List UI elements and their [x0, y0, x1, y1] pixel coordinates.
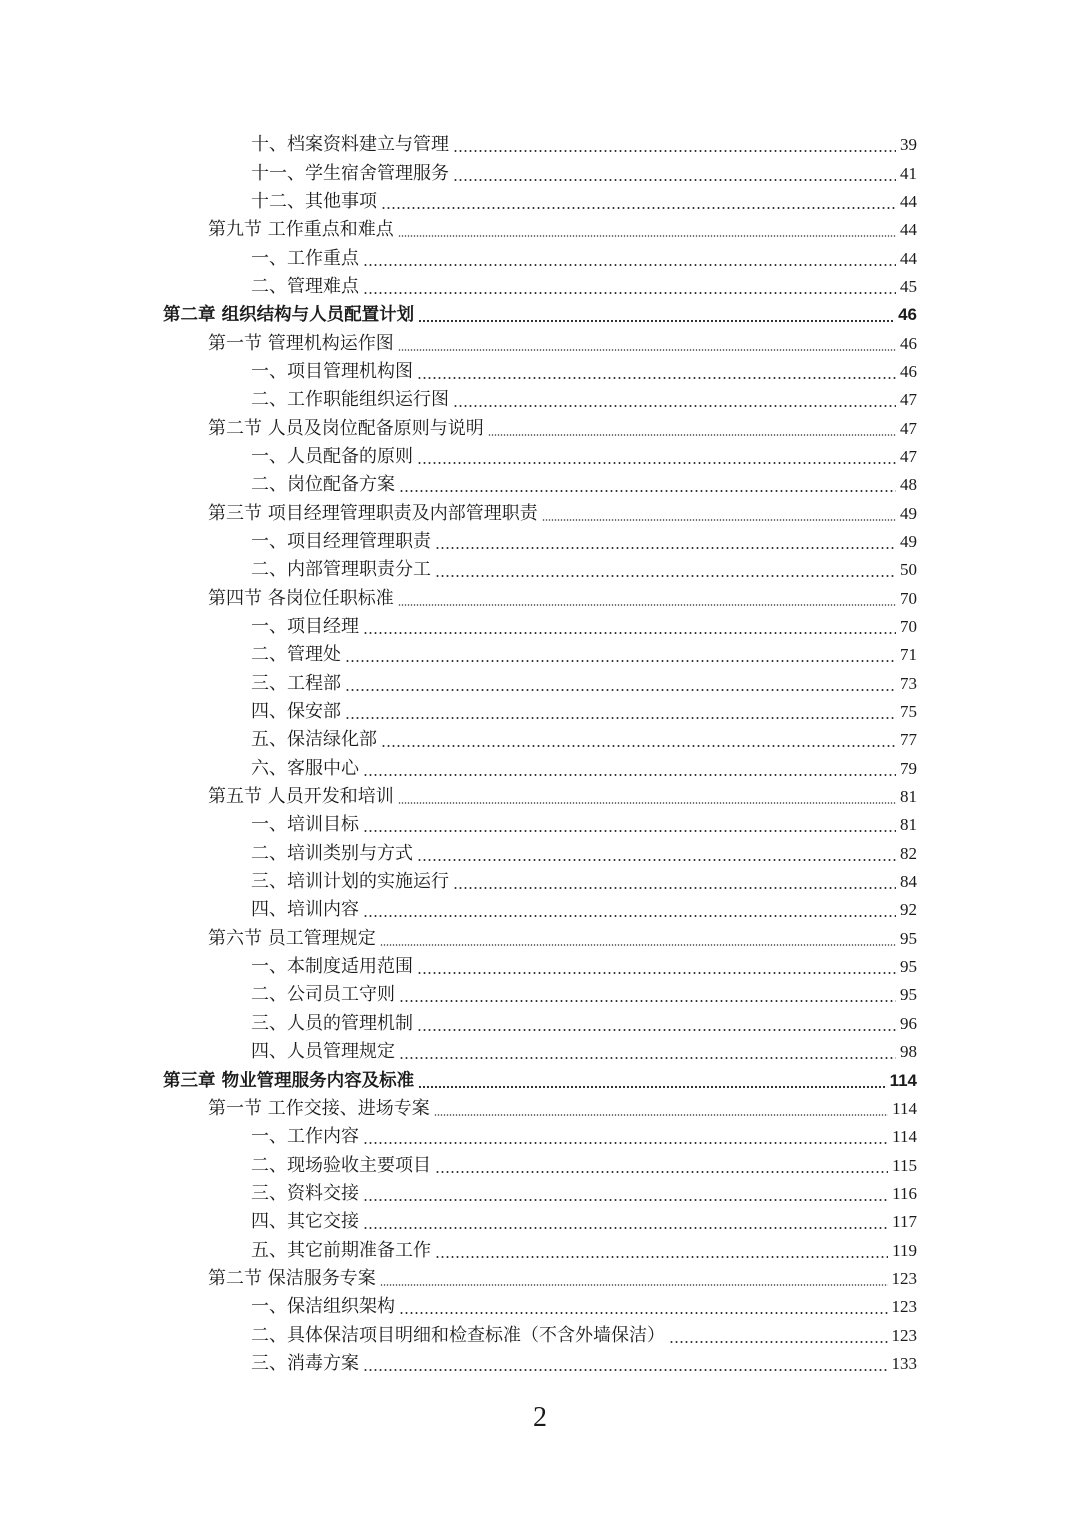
- toc-subsection-entry[interactable]: [0, 244, 1080, 272]
- page-number: 2: [533, 1402, 547, 1433]
- toc-section-entry[interactable]: [0, 329, 1080, 357]
- dot-leader: [398, 802, 896, 804]
- toc-entry-page-number: 47: [900, 418, 917, 438]
- toc-entry-title: 第三章 物业管理服务内容及标准: [163, 1070, 415, 1091]
- toc-entry-page-number: 77: [900, 730, 917, 750]
- toc-entry-page-number: 133: [891, 1353, 917, 1373]
- toc-entry-page-number: 82: [900, 843, 917, 863]
- toc-entry-title: 第六节 员工管理规定: [208, 927, 376, 949]
- toc-entry-title: 三、消毒方案: [251, 1352, 359, 1374]
- toc-entry-title: 一、保洁组织架构: [251, 1296, 395, 1318]
- dot-leader: [363, 264, 896, 266]
- toc-subsection-entry[interactable]: [0, 556, 1080, 584]
- toc-subsection-entry[interactable]: [0, 1010, 1080, 1038]
- toc-entry-title: 一、项目经理管理职责: [251, 530, 431, 552]
- toc-entry-page-number: 117: [892, 1212, 917, 1232]
- toc-entry-page-number: 116: [892, 1183, 917, 1203]
- toc-entry-title: 二、内部管理职责分工: [251, 559, 431, 581]
- toc-entry-title: 一、项目管理机构图: [251, 360, 413, 382]
- toc-entry-page-number: 46: [900, 361, 917, 381]
- dot-leader: [345, 717, 896, 719]
- toc-entry-page-number: 95: [900, 985, 917, 1005]
- toc-subsection-entry[interactable]: [0, 641, 1080, 669]
- dot-leader: [417, 377, 896, 379]
- toc-entry-page-number: 123: [891, 1268, 917, 1288]
- toc-subsection-entry[interactable]: [0, 868, 1080, 896]
- toc-entry-page-number: 123: [891, 1297, 917, 1317]
- toc-entry-title: 第一节 工作交接、进场专案: [208, 1097, 430, 1119]
- toc-entry-page-number: 123: [891, 1325, 917, 1345]
- dot-leader: [399, 1312, 888, 1314]
- toc-entry-page-number: 73: [900, 673, 917, 693]
- toc-entry-page-number: 95: [900, 957, 917, 977]
- dot-leader: [363, 830, 896, 832]
- toc-entry-page-number: 45: [900, 276, 917, 296]
- dot-leader: [435, 1256, 888, 1258]
- toc-entry-page-number: 49: [900, 531, 917, 551]
- dot-leader: [669, 1341, 888, 1343]
- toc-subsection-entry[interactable]: [0, 386, 1080, 414]
- toc-subsection-entry[interactable]: [0, 1293, 1080, 1321]
- toc-entry-title: 二、培训类别与方式: [251, 842, 413, 864]
- toc-subsection-entry[interactable]: [0, 811, 1080, 839]
- toc-subsection-entry[interactable]: [0, 1180, 1080, 1208]
- toc-subsection-entry[interactable]: [0, 188, 1080, 216]
- dot-leader: [399, 490, 896, 492]
- toc-entry-page-number: 114: [892, 1098, 917, 1118]
- toc-entry-page-number: 44: [900, 191, 917, 211]
- toc-entry-page-number: 46: [898, 305, 917, 325]
- dot-leader: [453, 887, 896, 889]
- dot-leader: [434, 1114, 888, 1116]
- dot-leader: [363, 1227, 888, 1229]
- toc-entry-page-number: 79: [900, 758, 917, 778]
- toc-entry-page-number: 44: [900, 220, 917, 240]
- dot-leader: [363, 774, 896, 776]
- dot-leader: [453, 405, 896, 407]
- toc-entry-title: 一、本制度适用范围: [251, 956, 413, 978]
- toc-entry-page-number: 95: [900, 928, 917, 948]
- dot-leader: [398, 349, 896, 351]
- toc-entry-page-number: 50: [900, 560, 917, 580]
- toc-subsection-entry[interactable]: [0, 358, 1080, 386]
- toc-entry-title: 一、工作内容: [251, 1126, 359, 1148]
- toc-section-entry[interactable]: [0, 783, 1080, 811]
- toc-subsection-entry[interactable]: [0, 159, 1080, 187]
- toc-section-entry[interactable]: [0, 414, 1080, 442]
- toc-entry-page-number: 114: [892, 1127, 917, 1147]
- toc-chapter-entry[interactable]: [0, 301, 1080, 329]
- dot-leader: [363, 1142, 888, 1144]
- toc-entry-title: 二、管理难点: [251, 275, 359, 297]
- dot-leader: [398, 235, 896, 237]
- toc-entry-page-number: 75: [900, 702, 917, 722]
- toc-entry-page-number: 39: [900, 135, 917, 155]
- toc-entry-page-number: 46: [900, 333, 917, 353]
- toc-subsection-entry[interactable]: [0, 1151, 1080, 1179]
- toc-entry-title: 二、岗位配备方案: [251, 474, 395, 496]
- toc-entry-title: 二、管理处: [251, 644, 341, 666]
- dot-leader: [417, 859, 896, 861]
- toc-subsection-entry[interactable]: [0, 840, 1080, 868]
- toc-subsection-entry[interactable]: [0, 1208, 1080, 1236]
- dot-leader: [363, 632, 896, 634]
- dot-leader: [381, 207, 896, 209]
- toc-entry-page-number: 70: [900, 617, 917, 637]
- dot-leader: [435, 575, 896, 577]
- toc-entry-title: 四、培训内容: [251, 899, 359, 921]
- toc-section-entry[interactable]: [0, 925, 1080, 953]
- toc-subsection-entry[interactable]: [0, 755, 1080, 783]
- dot-leader: [380, 944, 896, 946]
- toc-entry-title: 十一、学生宿舍管理服务: [251, 162, 449, 184]
- toc-entry-page-number: 96: [900, 1013, 917, 1033]
- toc-subsection-entry[interactable]: [0, 726, 1080, 754]
- toc-entry-title: 一、培训目标: [251, 814, 359, 836]
- toc-entry-title: 十二、其他事项: [251, 190, 377, 212]
- toc-subsection-entry[interactable]: [0, 981, 1080, 1009]
- toc-entry-title: 一、工作重点: [251, 247, 359, 269]
- toc-entry-title: 五、保洁绿化部: [251, 729, 377, 751]
- dot-leader: [453, 179, 896, 181]
- toc-entry-title: 二、公司员工守则: [251, 984, 395, 1006]
- toc-entry-title: 三、人员的管理机制: [251, 1012, 413, 1034]
- toc-subsection-entry[interactable]: [0, 1123, 1080, 1151]
- dot-leader: [398, 604, 896, 606]
- dot-leader: [417, 1029, 896, 1031]
- toc-subsection-entry[interactable]: [0, 896, 1080, 924]
- toc-entry-page-number: 81: [900, 815, 917, 835]
- toc-subsection-entry[interactable]: [0, 613, 1080, 641]
- toc-entry-page-number: 98: [900, 1042, 917, 1062]
- toc-section-entry[interactable]: [0, 585, 1080, 613]
- toc-subsection-entry[interactable]: [0, 1350, 1080, 1378]
- toc-subsection-entry[interactable]: [0, 1038, 1080, 1066]
- toc-entry-page-number: 47: [900, 390, 917, 410]
- toc-section-entry[interactable]: [0, 499, 1080, 527]
- toc-entry-page-number: 44: [900, 248, 917, 268]
- toc-entry-title: 第二章 组织结构与人员配置计划: [163, 305, 415, 326]
- toc-section-entry[interactable]: [0, 216, 1080, 244]
- toc-entry-page-number: 41: [900, 163, 917, 183]
- toc-entry-page-number: 115: [892, 1155, 917, 1175]
- toc-entry-title: 二、工作职能组织运行图: [251, 389, 449, 411]
- toc-entry-title: 三、培训计划的实施运行: [251, 871, 449, 893]
- dot-leader: [418, 1086, 885, 1088]
- dot-leader: [345, 689, 896, 691]
- toc-entry-title: 二、现场验收主要项目: [251, 1154, 431, 1176]
- dot-leader: [381, 745, 896, 747]
- dot-leader: [418, 320, 894, 322]
- toc-entry-page-number: 47: [900, 446, 917, 466]
- toc-entry-title: 三、工程部: [251, 672, 341, 694]
- toc-subsection-entry[interactable]: [0, 1236, 1080, 1264]
- toc-entry-title: 第一节 管理机构运作图: [208, 332, 394, 354]
- toc-entry-title: 第四节 各岗位任职标准: [208, 587, 394, 609]
- toc-entry-title: 二、具体保洁项目明细和检查标准（不含外墙保洁）: [251, 1324, 665, 1346]
- toc-subsection-entry[interactable]: [0, 670, 1080, 698]
- dot-leader: [417, 972, 896, 974]
- toc-entry-title: 五、其它前期准备工作: [251, 1239, 431, 1261]
- dot-leader: [363, 915, 896, 917]
- toc-entry-page-number: 92: [900, 900, 917, 920]
- toc-entry-title: 第二节 保洁服务专案: [208, 1267, 376, 1289]
- toc-chapter-entry[interactable]: [0, 1066, 1080, 1094]
- dot-leader: [363, 292, 896, 294]
- toc-entry-title: 六、客服中心: [251, 757, 359, 779]
- table-of-contents: [0, 131, 1080, 1378]
- dot-leader: [345, 660, 896, 662]
- toc-entry-title: 十、档案资料建立与管理: [251, 134, 449, 156]
- dot-leader: [399, 1057, 896, 1059]
- toc-entry-page-number: 70: [900, 588, 917, 608]
- toc-entry-title: 三、资料交接: [251, 1182, 359, 1204]
- toc-subsection-entry[interactable]: [0, 1321, 1080, 1349]
- toc-subsection-entry[interactable]: [0, 471, 1080, 499]
- dot-leader: [399, 1000, 896, 1002]
- toc-entry-title: 四、保安部: [251, 701, 341, 723]
- toc-entry-title: 一、人员配备的原则: [251, 445, 413, 467]
- dot-leader: [453, 150, 896, 152]
- toc-subsection-entry[interactable]: [0, 273, 1080, 301]
- dot-leader: [542, 519, 896, 521]
- toc-entry-title: 四、其它交接: [251, 1211, 359, 1233]
- toc-entry-page-number: 48: [900, 475, 917, 495]
- dot-leader: [435, 1171, 888, 1173]
- toc-entry-title: 第三节 项目经理管理职责及内部管理职责: [208, 502, 538, 524]
- toc-entry-page-number: 119: [892, 1240, 917, 1260]
- toc-entry-page-number: 81: [900, 787, 917, 807]
- dot-leader: [435, 547, 896, 549]
- toc-entry-page-number: 71: [900, 645, 917, 665]
- toc-subsection-entry[interactable]: [0, 953, 1080, 981]
- dot-leader: [488, 434, 896, 436]
- dot-leader: [380, 1284, 888, 1286]
- toc-entry-page-number: 114: [889, 1070, 917, 1090]
- toc-entry-title: 第二节 人员及岗位配备原则与说明: [208, 417, 484, 439]
- toc-entry-title: 第九节 工作重点和难点: [208, 219, 394, 241]
- dot-leader: [363, 1199, 888, 1201]
- toc-section-entry[interactable]: [0, 1095, 1080, 1123]
- toc-entry-title: 四、人员管理规定: [251, 1041, 395, 1063]
- toc-subsection-entry[interactable]: [0, 528, 1080, 556]
- toc-section-entry[interactable]: [0, 1265, 1080, 1293]
- toc-entry-page-number: 84: [900, 872, 917, 892]
- toc-entry-page-number: 49: [900, 503, 917, 523]
- dot-leader: [417, 462, 896, 464]
- toc-subsection-entry[interactable]: [0, 698, 1080, 726]
- toc-entry-title: 第五节 人员开发和培训: [208, 786, 394, 808]
- toc-subsection-entry[interactable]: [0, 131, 1080, 159]
- toc-subsection-entry[interactable]: [0, 443, 1080, 471]
- toc-entry-title: 一、项目经理: [251, 616, 359, 638]
- dot-leader: [363, 1369, 888, 1371]
